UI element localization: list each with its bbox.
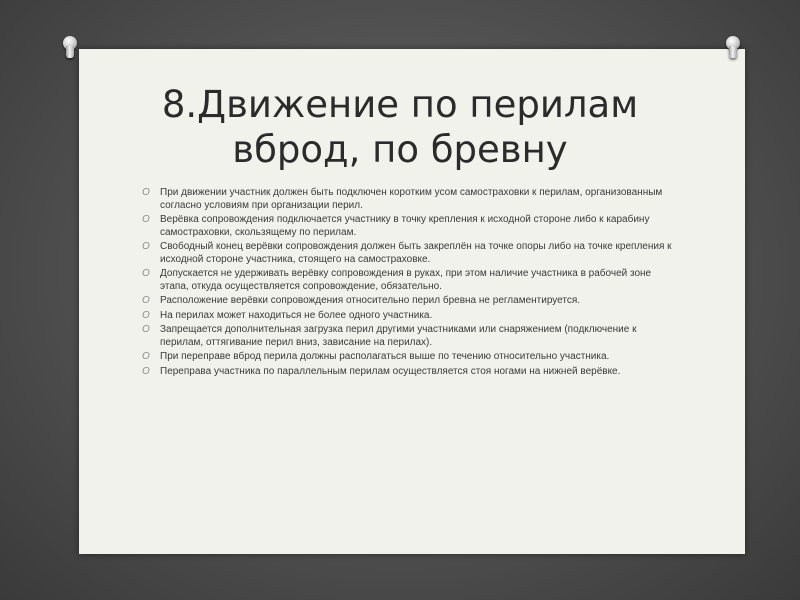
bullet-text: Запрещается дополнительная загрузка перил другими участниками или снаряжением (подключение к перилам, оттягивание перил вниз, зависание на перилах). — [160, 324, 637, 348]
list-item — [142, 295, 672, 308]
pushpin-icon — [726, 36, 740, 58]
bullet-marker: O — [142, 214, 150, 225]
bullet-text: Допускается не удерживать верёвку сопровождения в руках, при этом наличие участника в рабочей зоне этапа, откуда осуществляется сопровождение, обязательно. — [160, 268, 652, 292]
bullet-text: Верёвка сопровождения подключается участнику в точку крепления к исходной стороне либо к карабину самостраховки, скользящему по перилам. — [160, 214, 650, 238]
slide-title — [0, 82, 800, 172]
list-item — [142, 310, 672, 323]
pushpin-stem — [729, 46, 737, 58]
bullet-text: На перилах может находиться не более одного участника. — [160, 309, 433, 321]
bullet-marker: O — [142, 309, 150, 321]
bullet-marker: O — [142, 351, 150, 362]
bullet-marker: O — [142, 295, 150, 306]
bullet-marker: O — [142, 187, 150, 198]
list-item — [142, 268, 672, 293]
slide-title-line-1: 8.Движение по перилам — [161, 83, 639, 126]
list-item — [142, 366, 672, 379]
list-item — [142, 324, 672, 349]
list-item — [142, 187, 672, 212]
bullet-text: Расположение верёвки сопровождения относительно перил бревна не регламентируется. — [160, 295, 581, 306]
slide-title-line-2: вброд, по бревну — [232, 128, 568, 171]
bullet-list — [142, 187, 672, 380]
bullet-text: При движении участник должен быть подключен коротким усом самостраховки к перилам, организованным согласно условиям при организации перил. — [160, 187, 663, 211]
pushpin-stem — [66, 46, 74, 58]
bullet-text: При переправе вброд перила должны располагаться выше по течению относительно участника. — [160, 351, 610, 362]
bullet-text: Свободный конец верёвки сопровождения должен быть закреплён на точке опоры либо на точке крепления к исходной стороне участника, стоящего на самостраховке. — [160, 241, 672, 265]
list-item — [142, 351, 672, 364]
bullet-marker: O — [142, 268, 150, 279]
bullet-marker: O — [142, 324, 150, 335]
bullet-text: Переправа участника по параллельным перилам осуществляется стоя ногами на нижней верёвке. — [160, 365, 621, 377]
bullet-marker: O — [142, 241, 150, 252]
list-item — [142, 214, 672, 239]
list-item — [142, 241, 672, 266]
bullet-marker: O — [142, 365, 150, 377]
pushpin-icon — [63, 36, 77, 58]
